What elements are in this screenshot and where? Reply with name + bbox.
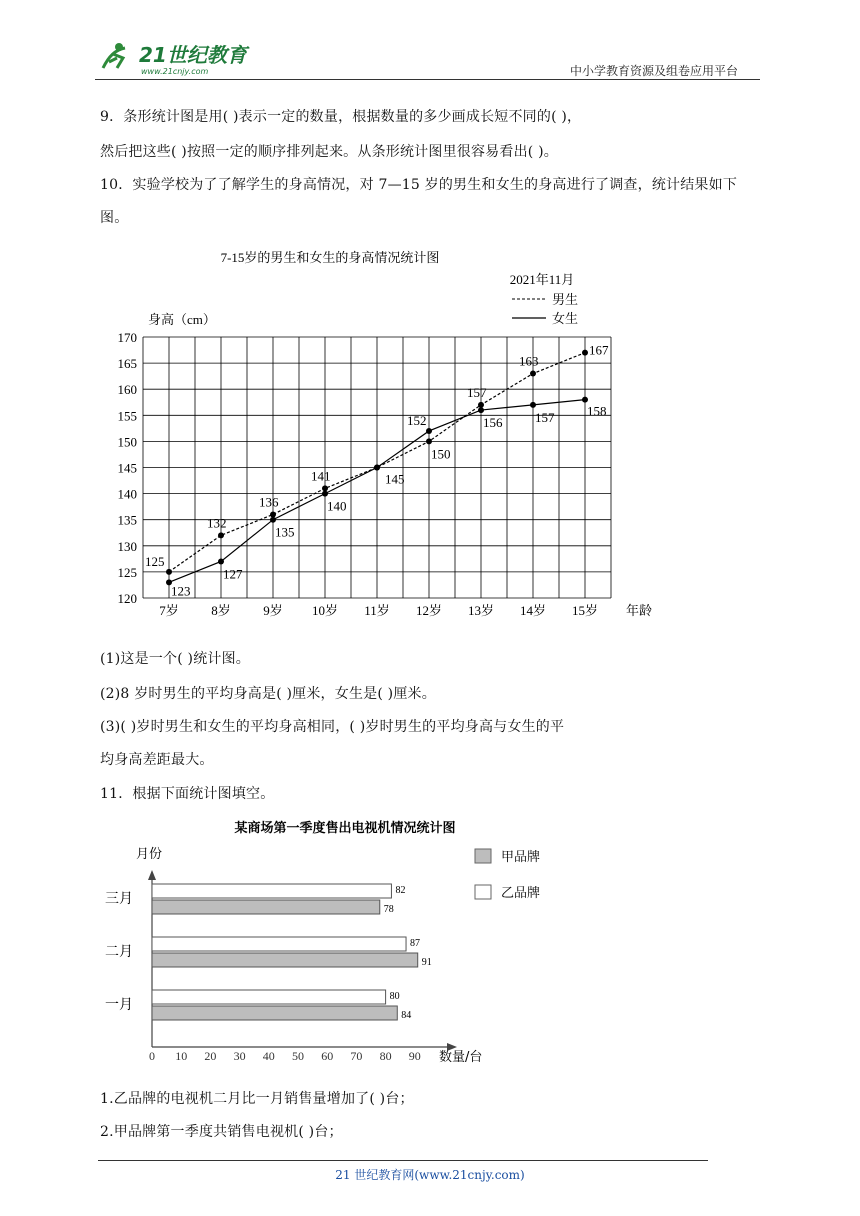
data-label-girls: 158 <box>587 403 607 419</box>
x-tick-label: 12岁 <box>415 603 443 618</box>
data-label-girls: 123 <box>171 583 191 599</box>
bar-chart-xlabel: 数量/台 <box>439 1050 483 1065</box>
data-label-girls: 157 <box>535 409 555 425</box>
legend-label-brand-b: 乙品牌 <box>501 886 541 901</box>
data-label-girls: 135 <box>275 524 295 540</box>
data-point-boys <box>478 402 484 408</box>
footer-text: 21 世纪教育网(www.21cnjy.com) <box>335 1168 525 1182</box>
line-chart-legend <box>512 292 578 326</box>
y-tick-label: 150 <box>117 434 137 450</box>
q9-line1: 9．条形统计图是用( )表示一定的数量，根据数量的多少画成长短不同的( )， <box>100 109 582 125</box>
data-point-boys <box>426 438 432 444</box>
logo-text: 21世纪教育 <box>139 43 247 67</box>
bar-brand-a <box>152 953 418 967</box>
x-tick-label: 9岁 <box>263 603 283 618</box>
bar-value-brand-a: 91 <box>421 957 432 968</box>
bar-brand-a <box>152 900 380 914</box>
x-tick-label: 40 <box>262 1049 275 1063</box>
q11-sub2: 2.甲品牌第一季度共销售电视机( )台； <box>100 1124 343 1140</box>
tv-sales-bar-chart <box>95 810 575 1072</box>
bar-chart-legend <box>475 849 540 901</box>
x-tick-label: 70 <box>350 1049 363 1063</box>
x-tick-label: 7岁 <box>159 603 179 618</box>
data-label-shared: 145 <box>385 471 405 487</box>
q10-sub3b: 均身高差距最大。 <box>100 752 214 768</box>
header-divider <box>95 79 760 80</box>
site-logo <box>95 38 265 78</box>
data-point-boys <box>166 569 172 575</box>
q10-sub3: (3)( )岁时男生和女生的平均身高相同，( )岁时男生的平均身高与女生的平 <box>100 719 565 735</box>
y-tick-label: 120 <box>117 591 137 606</box>
legend-label-brand-a: 甲品牌 <box>501 850 541 865</box>
q10-sub1: (1)这是一个( )统计图。 <box>100 651 251 667</box>
data-point-boys <box>582 350 588 356</box>
x-tick-label: 15岁 <box>571 603 599 618</box>
y-tick-label: 170 <box>117 330 137 345</box>
x-tick-label: 13岁 <box>467 603 495 618</box>
data-label-boys: 141 <box>311 468 331 484</box>
data-label-boys: 132 <box>207 515 227 531</box>
bar-brand-b <box>152 990 386 1004</box>
data-label-girls: 140 <box>327 498 347 514</box>
y-tick-label: 145 <box>117 460 137 476</box>
line-chart-xlabel: 年龄 <box>626 603 653 618</box>
data-label-girls: 156 <box>483 415 503 431</box>
y-tick-label: 125 <box>117 564 137 580</box>
data-label-girls: 127 <box>223 566 243 582</box>
data-point-girls <box>374 465 380 471</box>
data-point-girls <box>322 491 328 497</box>
bar-value-brand-a: 78 <box>383 904 394 915</box>
logo-url: www.21cnjy.com <box>141 67 209 76</box>
data-point-girls <box>270 517 276 523</box>
data-point-boys <box>530 371 536 377</box>
x-tick-label: 8岁 <box>211 603 231 618</box>
x-tick-label: 14岁 <box>519 603 547 618</box>
q10-sub2: (2)8 岁时男生的平均身高是( )厘米，女生是( )厘米。 <box>100 686 436 702</box>
bar-value-brand-a: 84 <box>401 1010 412 1021</box>
footer-divider <box>98 1160 708 1161</box>
header-slogan: 中小学教育资源及组卷应用平台 <box>570 64 739 78</box>
bar-value-brand-b: 82 <box>395 885 406 896</box>
x-tick-label: 90 <box>408 1049 421 1063</box>
y-tick-label: 130 <box>117 538 137 554</box>
data-label-boys: 167 <box>589 342 609 358</box>
data-label-boys: 125 <box>145 553 165 569</box>
x-tick-label: 80 <box>379 1049 392 1063</box>
data-label-boys: 150 <box>431 446 451 462</box>
bar-chart-title: 某商场第一季度售出电视机情况统计图 <box>234 821 456 836</box>
category-label: 一月 <box>105 997 133 1013</box>
data-point-boys <box>218 532 224 538</box>
data-label-girls: 152 <box>407 412 427 428</box>
data-point-girls <box>426 428 432 434</box>
y-tick-label: 140 <box>117 486 137 502</box>
height-line-chart <box>95 240 675 625</box>
data-point-boys <box>270 511 276 517</box>
data-point-girls <box>530 402 536 408</box>
data-label-boys: 136 <box>259 494 279 510</box>
category-label: 三月 <box>105 891 133 907</box>
y-tick-label: 155 <box>117 408 137 424</box>
q11-line1: 11．根据下面统计图填空。 <box>100 786 275 802</box>
x-tick-label: 10岁 <box>311 603 339 618</box>
x-tick-label: 60 <box>321 1049 334 1063</box>
bar-brand-b <box>152 937 406 951</box>
y-axis-arrow <box>148 870 156 880</box>
data-point-girls <box>478 407 484 413</box>
q10-line2: 图。 <box>100 210 129 226</box>
data-label-boys: 163 <box>519 353 539 369</box>
y-tick-label: 135 <box>117 512 137 528</box>
category-label: 二月 <box>105 944 133 960</box>
q11-sub1: 1.乙品牌的电视机二月比一月销售量增加了( )台； <box>100 1091 414 1107</box>
legend-label-girls: 女生 <box>552 311 579 326</box>
bar-brand-b <box>152 884 391 898</box>
q10-line1: 10．实验学校为了了解学生的身高情况，对 7—15 岁的男生和女生的身高进行了调查，统计结果如下 <box>100 177 738 193</box>
bar-brand-a <box>152 1006 397 1020</box>
bar-value-brand-b: 87 <box>410 938 421 949</box>
data-point-girls <box>218 558 224 564</box>
line-chart-title: 7-15岁的男生和女生的身高情况统计图 <box>220 250 440 265</box>
q9-line2: 然后把这些( )按照一定的顺序排列起来。从条形统计图里很容易看出( )。 <box>100 144 558 160</box>
bar-value-brand-b: 80 <box>389 991 400 1002</box>
y-tick-label: 160 <box>117 382 137 398</box>
bar-chart-ylabel: 月份 <box>136 847 163 862</box>
data-point-boys <box>322 485 328 491</box>
data-point-girls <box>582 397 588 403</box>
x-tick-label: 10 <box>175 1049 188 1063</box>
line-chart-subtitle: 2021年11月 <box>509 272 575 287</box>
y-tick-label: 165 <box>117 356 137 372</box>
line-chart-ylabel: 身高（cm） <box>148 312 216 327</box>
x-tick-label: 20 <box>204 1049 217 1063</box>
x-tick-label: 0 <box>149 1049 155 1063</box>
x-tick-label: 50 <box>292 1049 304 1063</box>
data-label-boys: 157 <box>467 384 487 400</box>
x-tick-label: 30 <box>233 1049 246 1063</box>
legend-label-boys: 男生 <box>552 292 579 307</box>
x-tick-label: 11岁 <box>364 603 390 618</box>
